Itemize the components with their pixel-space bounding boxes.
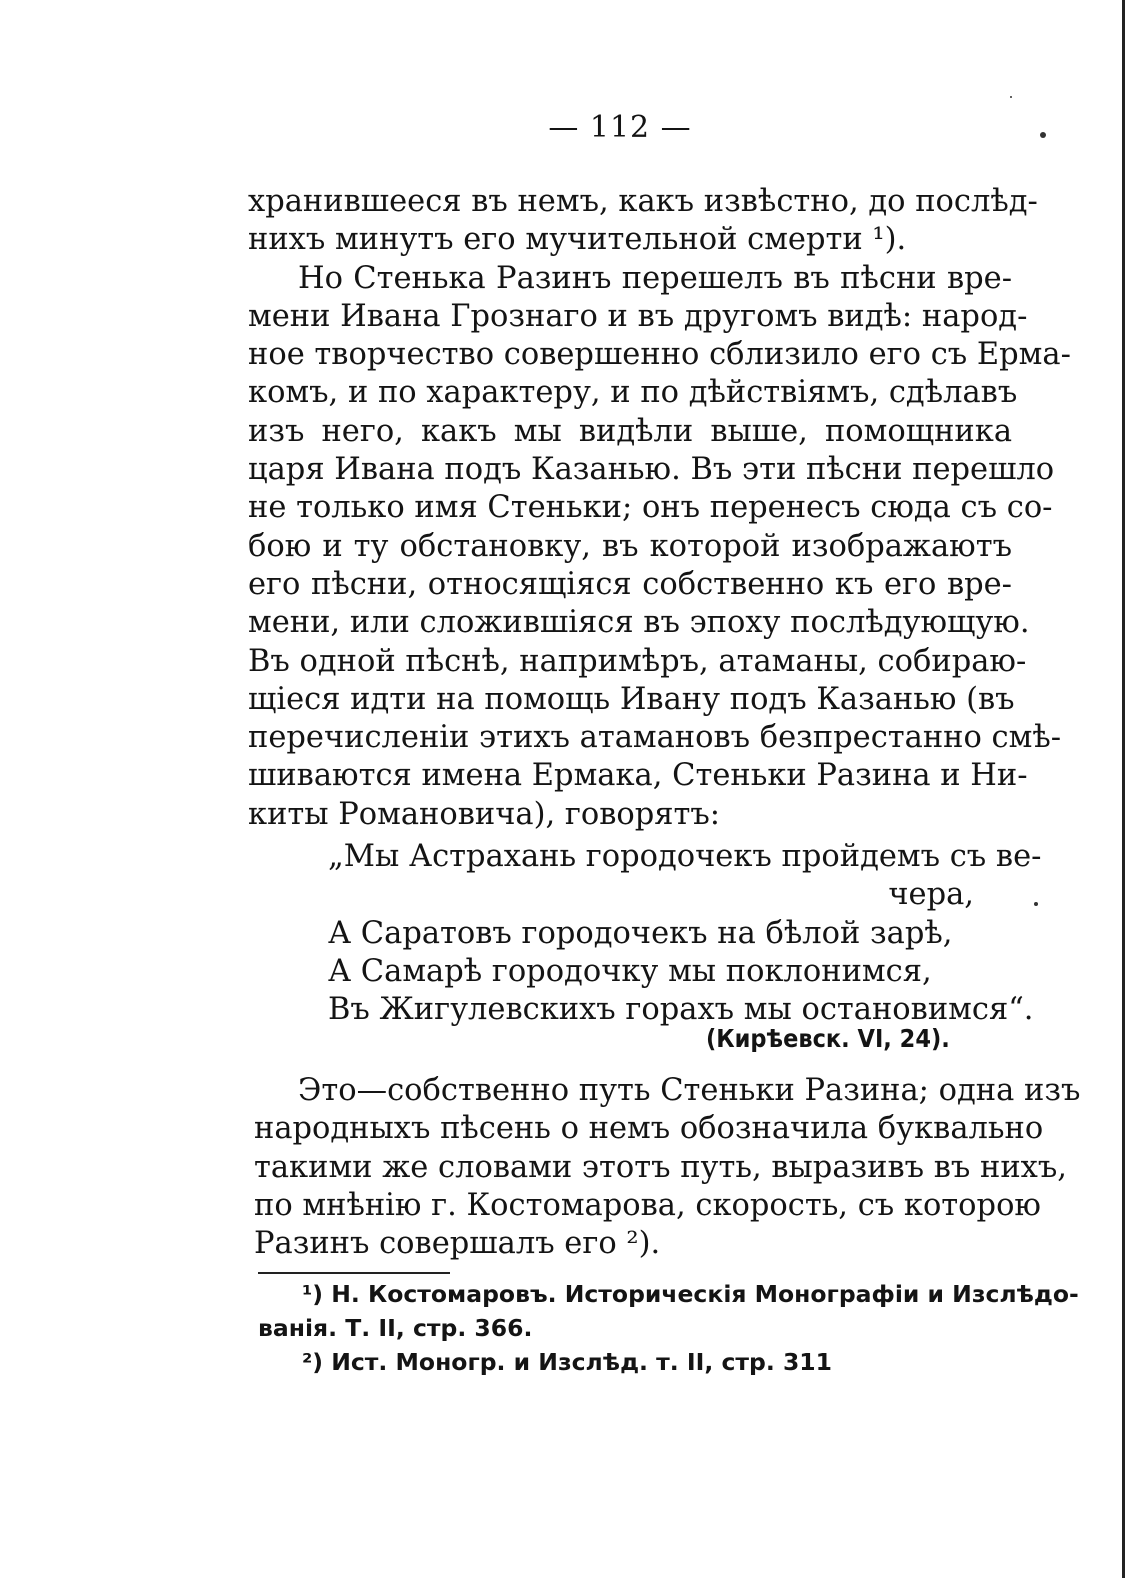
verse-line: чера, xyxy=(888,877,974,913)
text-line: нихъ минутъ его мучительной смерти ¹). xyxy=(248,222,907,258)
text-line: его пѣсни, относящіяся собственно къ его вре- xyxy=(248,566,1012,602)
text-line: киты Романовича), говорятъ: xyxy=(248,796,721,832)
text-line: ное творчество совершенно сблизило его съ Ерма- xyxy=(248,337,1071,373)
text-line: бою и ту обстановку, въ которой изображаютъ xyxy=(248,528,1012,564)
footnote-line: ²) Ист. Моногр. и Изслѣд. т. II, стр. 311 xyxy=(302,1348,833,1376)
page-edge-line xyxy=(1122,0,1125,1578)
text-line: не только имя Стеньки; онъ перенесъ сюда съ со- xyxy=(248,490,1053,526)
text-line: изъ него, какъ мы видѣли выше, помощника xyxy=(248,413,1012,449)
text-line: такими же словами этотъ путь, выразивъ въ нихъ, xyxy=(254,1149,1067,1185)
scan-speck xyxy=(1034,902,1038,906)
text-line: Но Стенька Разинъ перешелъ въ пѣсни вре- xyxy=(298,260,1012,296)
text-line: шиваются имена Ермака, Стеньки Разина и Ни- xyxy=(248,758,1028,794)
verse-line: А Саратовъ городочекъ на бѣлой зарѣ, xyxy=(328,915,953,951)
text-line: Въ одной пѣснѣ, напримѣръ, атаманы, собираю- xyxy=(248,643,1027,679)
verse-line: „Мы Астрахань городочекъ пройдемъ съ ве- xyxy=(328,839,1042,874)
text-line: перечисленіи этихъ атамановъ безпрестанно смѣ- xyxy=(248,720,1062,756)
text-line: Это—собственно путь Стеньки Разина; одна изъ xyxy=(298,1073,1081,1108)
verse-quote xyxy=(328,838,1042,1029)
text-line: народныхъ пѣсень о немъ обозначила буквально xyxy=(254,1111,1044,1147)
text-line: комъ, и по характеру, и по дѣйствіямъ, сдѣлавъ xyxy=(248,375,1018,411)
footnote-line: ванія. Т. II, стр. 366. xyxy=(258,1314,533,1342)
text-line: щіеся идти на помощь Ивану подъ Казанью (въ xyxy=(248,681,1015,717)
footnote-divider xyxy=(258,1272,450,1274)
verse-source: (Кирѣевск. VI, 24). xyxy=(706,1024,950,1053)
main-text-block-2 xyxy=(254,1072,1081,1263)
main-text-block xyxy=(248,183,1071,834)
text-line: царя Ивана подъ Казанью. Въ эти пѣсни перешло xyxy=(248,452,1055,488)
footnotes xyxy=(258,1277,1079,1379)
text-line: хранившееся въ немъ, какъ извѣстно, до послѣд- xyxy=(248,184,1038,219)
text-line: Разинъ совершалъ его ²). xyxy=(254,1226,661,1262)
page-number: — 112 — xyxy=(548,110,692,145)
scan-speck xyxy=(1010,96,1012,98)
text-line: по мнѣнію г. Костомарова, скорость, съ которою xyxy=(254,1187,1041,1223)
verse-line: Въ Жигулевскихъ горахъ мы остановимся“. xyxy=(328,992,1034,1028)
footnote-line: ¹) Н. Костомаровъ. Историческія Монографіи и Изслѣдо- xyxy=(302,1280,1079,1308)
verse-line: А Самарѣ городочку мы поклонимся, xyxy=(328,953,932,989)
text-line: мени Ивана Грознаго и въ другомъ видѣ: народ- xyxy=(248,298,1028,334)
text-line: мени, или сложившіяся въ эпоху послѣдующую. xyxy=(248,605,1030,641)
